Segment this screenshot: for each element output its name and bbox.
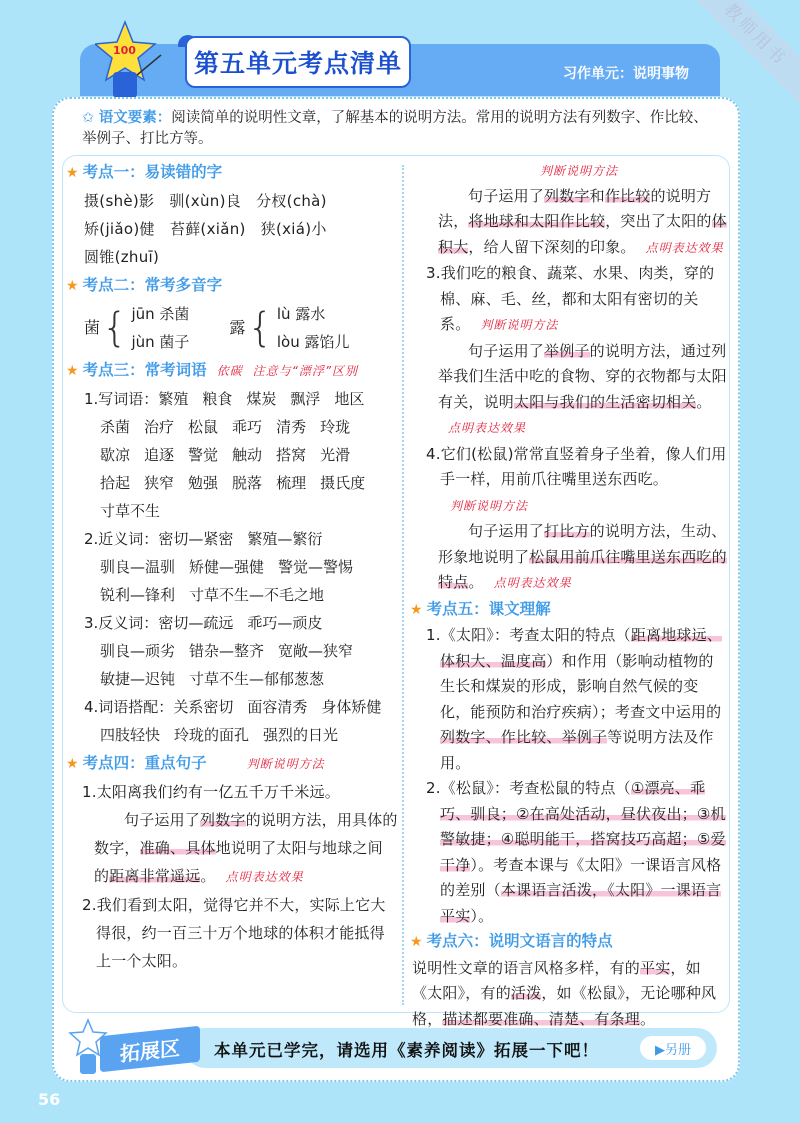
- text-segment: 等说明方法及作用。: [440, 728, 714, 772]
- intro: [82, 108, 722, 150]
- word-item: 脱落: [232, 474, 263, 492]
- word-item: 松鼠: [188, 418, 219, 436]
- section-heading: [66, 356, 398, 385]
- word-item: 锐利—锋利: [100, 586, 176, 604]
- word-group-label: 1.写词语：: [84, 390, 159, 408]
- text-segment: 的说明方法，通过列举我们生活中吃的食物、穿的衣物都与太阳有关，说明: [438, 341, 727, 411]
- highlighted-text: 作比较: [604, 186, 651, 205]
- word-row: [84, 525, 398, 553]
- word-item: 玲珑: [320, 418, 351, 436]
- highlighted-text: 体积大: [438, 212, 727, 256]
- section-heading: [410, 597, 728, 624]
- reading: jùn 菌子: [131, 333, 190, 351]
- word-item: 寸草不生—郁郁葱葱: [189, 670, 325, 688]
- char-row: [66, 215, 398, 243]
- word-row: [84, 497, 398, 525]
- word-row: [84, 553, 398, 581]
- sentence-analysis: [66, 806, 398, 891]
- section-heading: [66, 158, 398, 187]
- highlighted-text: 举例子: [544, 341, 590, 360]
- highlighted-text: 松鼠用前爪往嘴里送东西吃的特点: [438, 547, 727, 591]
- heading-text: 考点一：易读错的字: [82, 163, 223, 181]
- word-item: 寸草不生: [100, 502, 161, 520]
- word-item: 拾起: [100, 474, 131, 492]
- highlighted-text: 列数字、作比较、举例子: [440, 728, 608, 746]
- word-item: 粮食: [202, 390, 233, 408]
- annotation-note: 注意与“漂: [252, 364, 312, 378]
- word-item: 治疗: [144, 418, 175, 436]
- heading-text: 考点六：说明文语言的特点: [426, 932, 613, 950]
- highlighted-text: 平实: [640, 958, 671, 977]
- highlighted-text: 太阳与我们的生活密切相关: [514, 392, 697, 411]
- text-segment: ）。: [470, 906, 494, 925]
- key-sentence: [410, 261, 728, 339]
- annotation-method: 判断说明方法: [540, 164, 619, 178]
- intro-label: 语文要素：: [98, 110, 172, 126]
- word-item: 强烈的日光: [263, 726, 339, 744]
- polyphone-item: [84, 300, 189, 356]
- sentence-analysis: [410, 519, 728, 597]
- word-item: 光滑: [320, 446, 351, 464]
- annotation-effect: 点明表达效果: [493, 576, 572, 590]
- reading: jūn 杀菌: [131, 305, 190, 323]
- word-group-label: 4.词语搭配：: [84, 698, 174, 716]
- word-item: 飘浮: [290, 390, 321, 408]
- star-mascot-icon: [95, 20, 165, 100]
- text-segment: 3.我们吃的粮食、蔬菜、水果、肉类，穿的棉、麻、毛、丝，都和太阳有密切的关系。: [426, 264, 715, 333]
- text-segment: ）和作用（影响动植物的生长和煤炭的形成，影响自然气候的变化，能预防和治疗疾病）；考查文中运用的: [440, 651, 722, 721]
- text-segment: 1.太阳离我们约有一亿五千万千米远。: [82, 783, 340, 801]
- section-heading: [410, 929, 728, 956]
- word-item: 密切—紧密: [158, 530, 234, 548]
- word-item: 煤炭: [246, 390, 277, 408]
- word-item: 玲珑的面孔: [174, 726, 250, 744]
- word-item: 触动: [232, 446, 263, 464]
- word-item: 宽敞—狭窄: [278, 642, 354, 660]
- text-segment: 。: [640, 1009, 656, 1028]
- word-item: 寸草不生—不毛之地: [189, 586, 325, 604]
- star-outline-icon: ✩: [82, 110, 99, 126]
- sentence-analysis: [410, 339, 728, 442]
- highlighted-text: 距离非常遥远: [109, 867, 201, 885]
- annotation-effect: 点明表达效果: [448, 421, 527, 435]
- char-row: [66, 187, 398, 215]
- text-segment: 的说明方法，用具体的数字，: [94, 811, 398, 857]
- brace: {: [247, 305, 273, 351]
- word-item: 错杂—整齐: [189, 642, 265, 660]
- heading-text: 考点三：常考词语: [82, 361, 207, 379]
- text-segment: ）。考查本课与《太阳》一课语言风格的差别（: [440, 855, 722, 899]
- word-row: [84, 609, 398, 637]
- text-segment: 。: [696, 392, 712, 411]
- word-item: 敏捷—迟钝: [100, 670, 176, 688]
- word-row: [84, 441, 398, 469]
- word-item: 繁殖—繁衍: [247, 530, 323, 548]
- word-group: [66, 609, 398, 693]
- other-volume-button[interactable]: ▶另册: [640, 1036, 706, 1060]
- word-item: 追逐: [144, 446, 175, 464]
- word-item: 狭窄: [144, 474, 175, 492]
- text-segment: 说明性文章的语言风格多样，有的: [412, 958, 641, 977]
- text-segment: 句子运用了: [468, 522, 545, 540]
- extension-text: 本单元已学完，请选用《素养阅读》拓展一下吧！: [214, 1041, 599, 1060]
- text-segment: 1.《太阳》：考查太阳的特点（: [426, 626, 631, 644]
- page-number: 56: [38, 1090, 61, 1109]
- word-item: 搭窝: [276, 446, 307, 464]
- heading-text: 考点五：课文理解: [426, 599, 551, 618]
- word-item: 清秀: [276, 418, 307, 436]
- word-row: [84, 385, 398, 413]
- word-item: 地区: [334, 390, 365, 408]
- extension-tag: 拓展区: [100, 1026, 200, 1073]
- word-group: [66, 385, 398, 525]
- section-heading: [66, 749, 398, 778]
- word-row: [84, 581, 398, 609]
- word-group-label: 2.近义词：: [84, 530, 159, 548]
- word-item: 密切—疏远: [158, 614, 234, 632]
- word-row: [84, 637, 398, 665]
- highlighted-text: 活泼: [510, 984, 542, 1002]
- char-item: 狭(xiá)小: [260, 220, 327, 238]
- text-segment: 的说明方法，生动、形象地说明了: [438, 522, 727, 566]
- brace: {: [102, 305, 128, 351]
- word-item: 警觉—警惕: [278, 558, 354, 576]
- polyphone-char: 露: [229, 318, 246, 337]
- unit-subtitle: 习作单元：说明事物: [563, 66, 689, 82]
- word-item: 身体矫健: [321, 698, 382, 716]
- polyphone-char: 菌: [84, 318, 101, 337]
- text-segment: ，如《太阳》，有的: [412, 958, 701, 1002]
- highlighted-text: 描述都要准确、清楚、有条理: [442, 1009, 641, 1028]
- word-row: [84, 665, 398, 693]
- annotation-method: 判断说明方法: [480, 318, 559, 332]
- sentence-analysis: [410, 184, 728, 262]
- left-column: [66, 158, 398, 975]
- word-row: [84, 469, 398, 497]
- intro-text: 阅读简单的说明性文章，了解基本的说明方法。常用的说明方法有列数字、作比较、举例子、打比方等。: [82, 110, 708, 147]
- key-sentence: [410, 442, 728, 520]
- annotation-note: 浮”区别: [311, 364, 359, 378]
- word-item: 乖巧—顽皮: [247, 614, 323, 632]
- word-item: 杀菌: [100, 418, 131, 436]
- char-row: [66, 243, 398, 271]
- reading: lù 露水: [276, 305, 326, 323]
- text-segment: 句子运用了: [124, 811, 201, 829]
- word-item: 乖巧: [232, 418, 263, 436]
- star-icon: ★: [410, 934, 423, 950]
- language-feature: [410, 956, 728, 1033]
- word-item: 四肢轻快: [100, 726, 161, 744]
- star-icon: ★: [66, 756, 79, 772]
- text-segment: 句子运用了: [468, 186, 545, 205]
- section-heading: [66, 271, 398, 300]
- star-icon: ★: [66, 165, 79, 181]
- reading: lòu 露馅儿: [276, 333, 350, 351]
- highlighted-text: 打比方: [544, 522, 590, 540]
- highlighted-text: 列数字: [544, 186, 590, 205]
- column-divider: [402, 165, 404, 1005]
- text-understanding: [410, 623, 728, 776]
- word-item: 梳理: [276, 474, 307, 492]
- star-icon: ★: [66, 278, 79, 294]
- text-segment: 的说明方法，: [438, 186, 712, 230]
- highlighted-text: 将地球和太阳作比较: [468, 212, 606, 230]
- text-segment: 4.它们(松鼠)常常直竖着身子坐着，像人们用手一样，用前爪往嘴里送东西吃。: [426, 444, 727, 488]
- char-item: 矫(jiǎo)健: [84, 220, 155, 238]
- word-item: 面容清秀: [247, 698, 308, 716]
- char-item: 苔藓(xiǎn): [169, 220, 246, 238]
- highlighted-text: ①漂亮、乖巧、驯良；②在高处活动，昼伏夜出；③机警敏捷；④聪明能干，搭窝技巧高超；⑤爱干净: [440, 779, 726, 874]
- word-row: [84, 721, 398, 749]
- char-item: 驯(xùn)良: [169, 192, 242, 210]
- char-item: 分杈(chà): [256, 192, 327, 210]
- highlighted-text: 距离地球远、体积大、温度高: [440, 626, 723, 670]
- heading-text: 考点二：常考多音字: [82, 276, 223, 294]
- char-item: 摄(shè)影: [84, 192, 155, 210]
- word-item: 关系密切: [173, 698, 234, 716]
- star-icon: ★: [410, 601, 423, 618]
- spacer: [410, 158, 728, 184]
- annotation-effect: 点明表达效果: [645, 240, 724, 255]
- annotation-note: 依碳: [216, 364, 243, 378]
- text-segment: ，如《松鼠》，无论哪种风格，: [412, 984, 717, 1028]
- word-lists: [66, 385, 398, 749]
- right-column: [410, 158, 728, 1032]
- text-segment: ，给人留下深刻的印象。: [468, 237, 636, 256]
- key-sentence: [66, 778, 398, 806]
- word-item: 勉强: [188, 474, 219, 492]
- highlighted-text: 本课语言活泼，《太阳》一课语言平实: [440, 881, 722, 925]
- star-icon: ★: [66, 363, 79, 379]
- annotation-method: 判断说明方法: [246, 757, 325, 771]
- svg-text:100: 100: [113, 44, 136, 57]
- char-item: 圆锥(zhuī): [84, 248, 160, 266]
- word-row: [84, 413, 398, 441]
- text-segment: 句子运用了: [468, 341, 545, 360]
- polyphone-list: [66, 300, 398, 356]
- word-item: 驯良—温驯: [100, 558, 176, 576]
- word-row: [84, 693, 398, 721]
- watermark: 教师用书: [683, 0, 800, 107]
- word-item: 繁殖: [158, 390, 189, 408]
- text-segment: 2.我们看到太阳，觉得它并不大，实际上它大得很，约一百三十万个地球的体积才能抵得上一个太阳。: [82, 896, 386, 970]
- text-segment: 。: [200, 867, 216, 885]
- word-group: [66, 525, 398, 609]
- text-segment: ，突出了太阳的: [605, 212, 712, 230]
- text-understanding: [410, 776, 728, 929]
- word-group: [66, 693, 398, 749]
- annotation-effect: 点明表达效果: [225, 870, 304, 884]
- word-item: 警觉: [188, 446, 219, 464]
- highlighted-text: 列数字: [200, 811, 246, 829]
- text-segment: 和: [589, 186, 605, 205]
- key-sentence: [66, 891, 398, 975]
- text-segment: 地说明了太阳与地球之间的: [94, 839, 383, 885]
- word-group-label: 3.反义词：: [84, 614, 159, 632]
- page-title: 第五单元考点清单: [185, 36, 411, 88]
- heading-text: 考点四：重点句子: [82, 754, 207, 772]
- annotation-method: 判断说明方法: [450, 498, 529, 513]
- text-segment: 2.《松鼠》：考查松鼠的特点（: [426, 779, 631, 797]
- word-item: 矫健—强健: [189, 558, 265, 576]
- word-item: 摄氏度: [320, 474, 366, 492]
- word-item: 歇凉: [100, 446, 131, 464]
- text-segment: 。: [468, 573, 484, 591]
- highlighted-text: 准确、具体: [139, 839, 216, 857]
- word-item: 驯良—顽劣: [100, 642, 176, 660]
- polyphone-item: [229, 300, 349, 356]
